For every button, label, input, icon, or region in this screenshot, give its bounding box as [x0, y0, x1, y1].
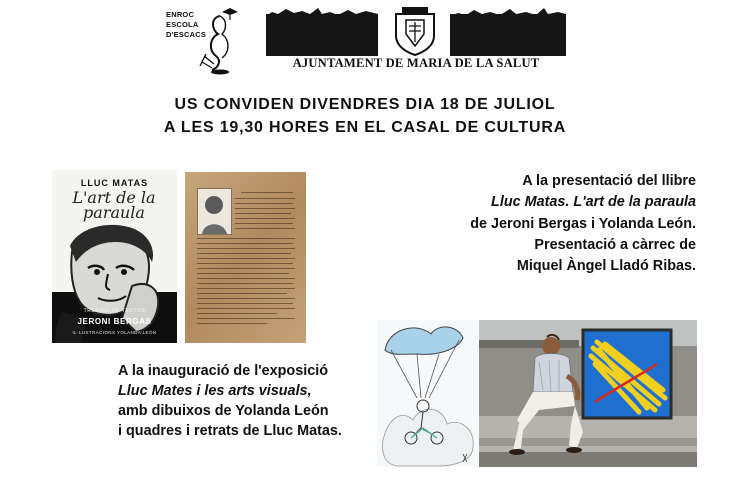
page-text-line [197, 308, 295, 309]
page-text-line [197, 293, 287, 294]
skyline-roofs-left [266, 6, 378, 16]
page-text-line [197, 298, 295, 299]
page-text-line [235, 208, 295, 209]
invitation-heading [0, 93, 730, 139]
presentation-line-5: Miquel Àngel Lladó Ribas. [516, 258, 696, 275]
skyline-roofs-right [450, 6, 566, 16]
balloon-drawing-image [377, 320, 479, 467]
presentation-line-3: de Jeroni Bergas i Yolanda León. [470, 215, 696, 232]
page-text-line [235, 203, 293, 204]
logo-text-enroc: ENROC [166, 10, 195, 19]
page-text-line [197, 323, 267, 324]
page-text-line [235, 223, 293, 224]
coat-of-arms-icon [392, 6, 438, 56]
logo-text-escacs: D'ESCACS [166, 30, 207, 39]
council-name: AJUNTAMENT DE MARIA DE LA SALUT [292, 56, 540, 70]
page-text-line [197, 318, 295, 319]
exhibition-text [118, 361, 368, 441]
council-logo [266, 6, 566, 72]
page-text-line [235, 218, 295, 219]
exhibition-line-4: i quadres i retrats de Lluc Matas. [118, 423, 342, 439]
page-text-line [197, 268, 295, 269]
exhibition-line-1: A la inauguració de l'exposició [118, 363, 329, 379]
page-text-line [197, 248, 295, 249]
page-text-line [197, 283, 293, 284]
book-page-image [185, 172, 306, 343]
presentation-book-title: Lluc Matas. L'art de la paraula [491, 194, 696, 211]
invitation-line-date: US CONVIDEN DIVENDRES DIA 18 DE JULIOL [174, 96, 556, 113]
page-text-line [197, 263, 293, 264]
artist-photo-image [479, 320, 697, 467]
page-text-line [197, 313, 277, 314]
logo-text-escola: ESCOLA [166, 20, 199, 29]
exhibition-line-3: amb dibuixos de Yolanda León [118, 403, 329, 419]
page-text-line [235, 198, 295, 199]
page-text-line [197, 243, 293, 244]
book-cover-image [52, 170, 177, 343]
presentation-line-1: A la presentació del llibre [522, 173, 696, 189]
page-text-line [197, 303, 293, 304]
village-skyline-left [266, 14, 378, 56]
chess-piece-icon [196, 6, 244, 76]
invitation-line-venue: A LES 19,30 HORES EN EL CASAL DE CULTURA [163, 119, 567, 136]
page-text-line [197, 288, 295, 289]
page-text-line [197, 258, 295, 259]
page-text-line [197, 253, 291, 254]
exhibition-title: Lluc Mates i les arts visuals, [118, 383, 312, 399]
page-text-line [197, 238, 295, 239]
cover-title: L'art de la paraula [72, 188, 156, 222]
page-text-line [235, 228, 295, 229]
village-skyline-right [450, 14, 566, 56]
cover-author: LLUC MATAS [80, 178, 149, 188]
cover-editor: JERONI BERGAS [77, 317, 152, 326]
page-text-line [197, 278, 295, 279]
presentation-text [400, 171, 696, 277]
chess-school-logo [166, 6, 244, 76]
page-portrait-photo [197, 188, 232, 235]
cover-subtitle: TREBALL DE TEXTOS [83, 308, 146, 314]
page-text-line [235, 213, 291, 214]
page-text-line [197, 273, 289, 274]
cover-illustrations: IL·LUSTRACIONS YOLANDA LEÓN [72, 330, 157, 335]
page-text-line [241, 192, 293, 193]
presentation-line-4: Presentació a càrrec de [534, 236, 696, 253]
